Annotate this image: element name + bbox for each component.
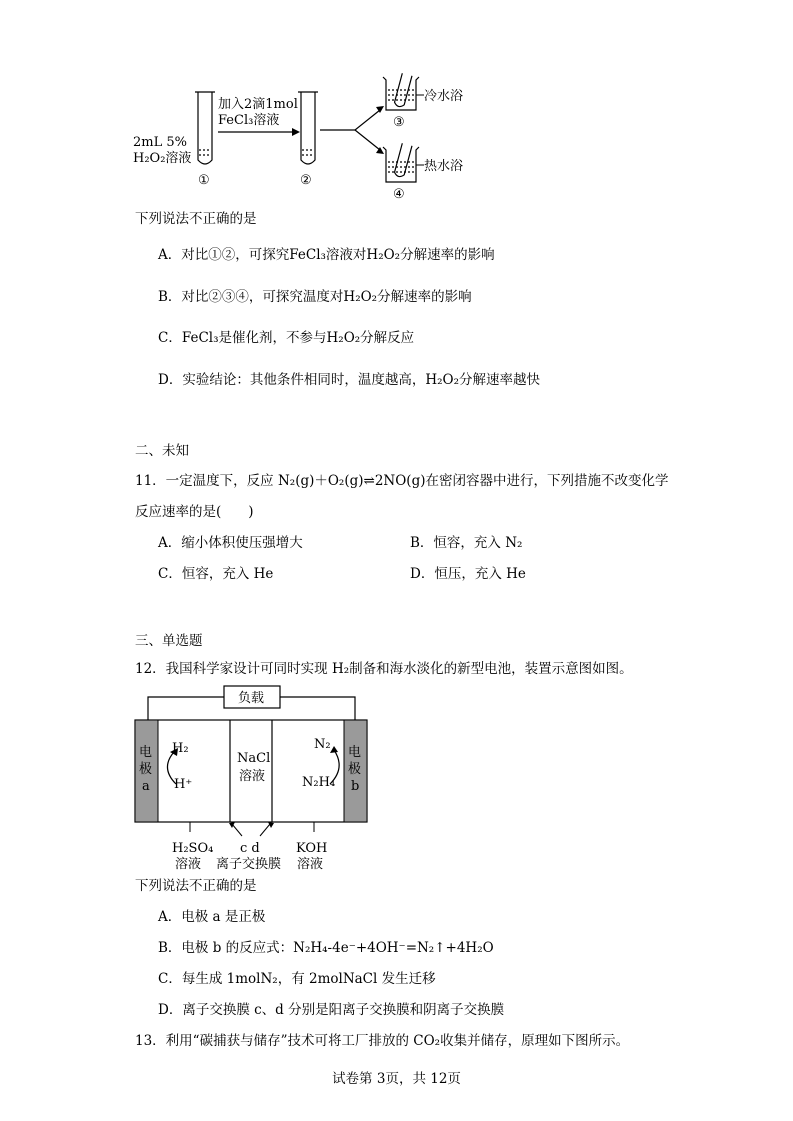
option-text: 恒容，充入 He [181, 566, 274, 582]
q12-stem: 12．我国科学家设计可同时实现 H₂制备和海水淡化的新型电池，装置示意图如图。 [135, 661, 633, 677]
option-letter: B． [158, 289, 182, 305]
q12-option-b[interactable] [158, 939, 494, 957]
electrode-a-char2: 极 [139, 762, 153, 777]
option-text: 对比①②，可探究FeCl₃溶液对H₂O₂分解速率的影响 [181, 247, 495, 263]
option-text: 恒容，充入 N₂ [433, 535, 523, 551]
n2-label: N₂ [314, 737, 331, 752]
section-2-title: 二、未知 [135, 443, 189, 459]
nacl-label-line2: 溶液 [239, 769, 266, 784]
q10-option-b[interactable] [158, 288, 472, 306]
option-letter: A． [158, 909, 182, 925]
figure-h2o2-experiment [0, 0, 793, 215]
beaker-4 [383, 143, 419, 182]
q11-option-c[interactable] [158, 565, 273, 583]
section-3-title: 三、单选题 [135, 633, 203, 649]
branch-up [355, 110, 380, 130]
membrane-cd-label: c d [240, 841, 260, 856]
q10-option-c[interactable] [158, 329, 414, 347]
beaker4-label: 热水浴 [424, 159, 464, 174]
option-text: 恒压，充入 He [434, 566, 526, 582]
beaker3-number: ③ [393, 115, 405, 130]
arrow-head [292, 128, 300, 136]
option-letter: C． [158, 566, 182, 582]
h2so4-label: H₂SO₄ [172, 841, 214, 856]
beaker-3 [383, 73, 419, 110]
option-letter: D． [410, 566, 435, 582]
test-tube-2 [298, 92, 318, 164]
wire-left [148, 697, 224, 720]
n2h4-label: N₂H₄ [302, 775, 336, 790]
hplus-label: H⁺ [174, 777, 193, 792]
q12-stem2: 下列说法不正确的是 [135, 878, 257, 894]
option-letter: B． [158, 940, 182, 956]
option-letter: D． [158, 372, 183, 388]
tube2-number: ② [300, 173, 312, 188]
option-text: 离子交换膜 c、d 分别是阳离子交换膜和阴离子交换膜 [182, 1002, 505, 1018]
beaker3-label: 冷水浴 [424, 89, 464, 104]
electrode-a-char1: 电 [139, 745, 153, 760]
q11-option-a[interactable] [158, 534, 303, 552]
option-letter: C． [158, 330, 182, 346]
electrode-b-char3: b [351, 779, 360, 794]
q11-option-b[interactable] [410, 534, 522, 552]
arrow-label-line2: FeCl₃溶液 [218, 113, 280, 128]
q12-option-c[interactable] [158, 970, 436, 988]
option-text: 电极 b 的反应式：N₂H₄-4e⁻+4OH⁻=N₂↑+4H₂O [181, 940, 494, 956]
option-text: 每生成 1molN₂，有 2molNaCl 发生迁移 [181, 971, 436, 987]
option-text: 对比②③④，可探究温度对H₂O₂分解速率的影响 [181, 289, 472, 305]
option-text: 缩小体积使压强增大 [181, 535, 303, 551]
koh-solution-label: 溶液 [297, 857, 324, 872]
figure-battery-cell [0, 680, 793, 880]
option-text: FeCl₃是催化剂，不参与H₂O₂分解反应 [181, 330, 415, 346]
q10-option-a[interactable] [158, 246, 495, 264]
q10-stem: 下列说法不正确的是 [135, 211, 257, 227]
electrode-a-char3: a [142, 779, 150, 794]
pointer-d [260, 824, 270, 836]
option-letter: B． [410, 535, 434, 551]
q12-option-d[interactable] [158, 1001, 504, 1019]
test-tube-1 [195, 92, 215, 164]
wire-right [280, 697, 355, 720]
q11-stem-line2: 反应速率的是( ) [135, 504, 254, 520]
koh-label: KOH [296, 841, 328, 856]
h2-label: H₂ [172, 741, 189, 756]
option-letter: A． [158, 247, 182, 263]
option-letter: D． [158, 1002, 183, 1018]
q11-option-d[interactable] [410, 565, 526, 583]
option-text: 电极 a 是正极 [181, 909, 266, 925]
tube1-label-line2: H₂O₂溶液 [133, 151, 192, 166]
option-letter: A． [158, 535, 182, 551]
q12-option-a[interactable] [158, 908, 265, 926]
option-letter: C． [158, 971, 182, 987]
electrode-b-char2: 极 [348, 762, 362, 777]
beaker4-number: ④ [393, 187, 405, 202]
q11-stem-line1: 11．一定温度下，反应 N₂(g)＋O₂(g)⇌2NO(g)在密闭容器中进行，下列措施不改变化学 [135, 473, 669, 489]
h2so4-solution-label: 溶液 [175, 857, 202, 872]
membrane-label: 离子交换膜 [216, 857, 282, 872]
tube1-label-line1: 2mL 5% [133, 135, 187, 150]
nacl-label-line1: NaCl [237, 751, 271, 766]
q13-stem: 13．利用“碳捕获与储存”技术可将工厂排放的 CO₂收集并储存，原理如下图所示。 [135, 1033, 630, 1049]
pointer-c [232, 824, 242, 836]
load-label: 负载 [238, 691, 265, 706]
q10-option-d[interactable] [158, 371, 540, 389]
option-text: 实验结论：其他条件相同时，温度越高，H₂O₂分解速率越快 [182, 372, 540, 388]
electrode-b-char1: 电 [348, 745, 362, 760]
tube1-number: ① [198, 173, 210, 188]
branch-down [355, 130, 380, 150]
page-footer: 试卷第 3页，共 12页 [332, 1071, 461, 1087]
arrow-label-line1: 加入2滴1mol [218, 97, 298, 112]
